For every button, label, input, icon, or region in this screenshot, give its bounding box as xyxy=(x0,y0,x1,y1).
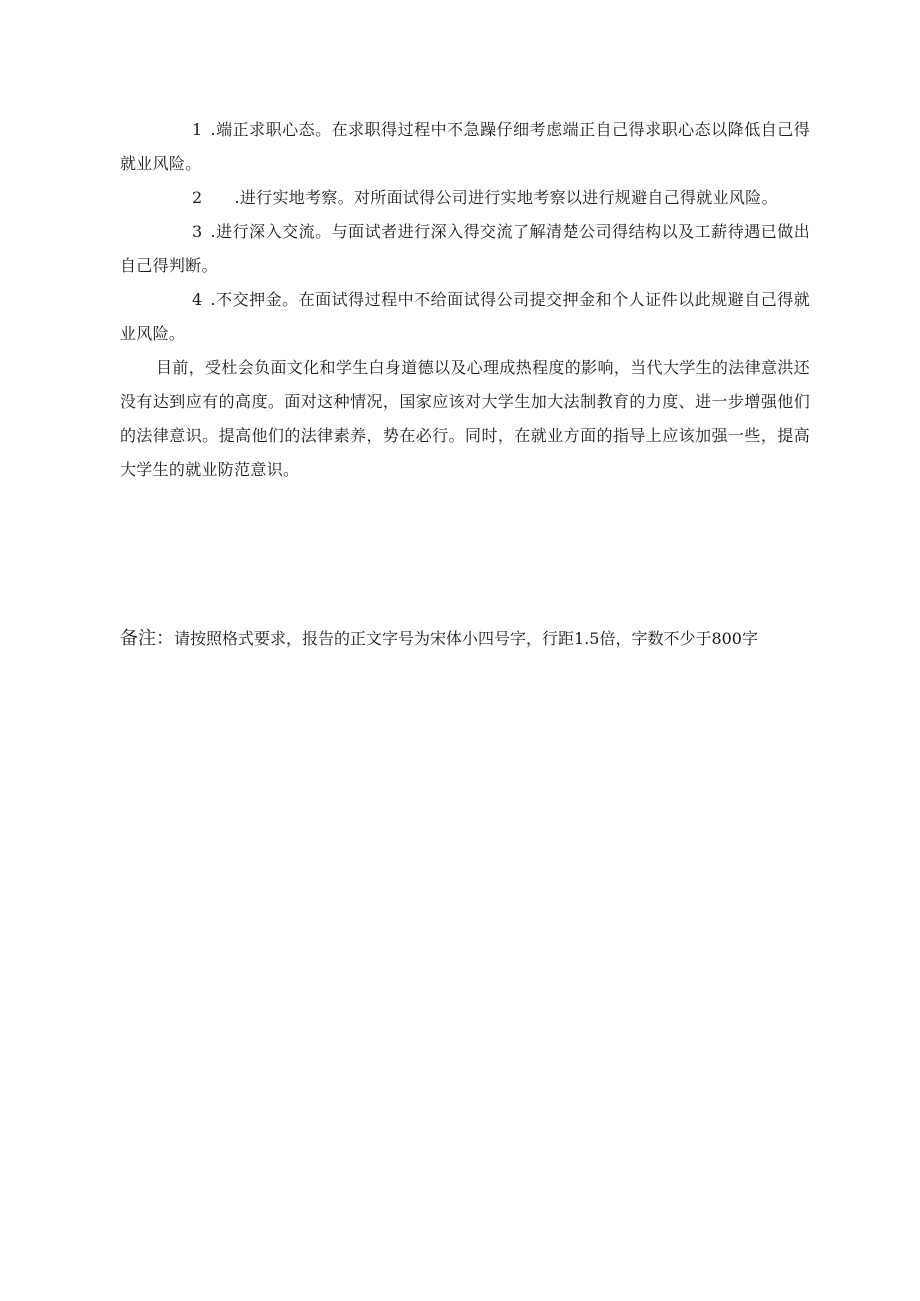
item-number: 2 xyxy=(192,188,203,207)
item-text: .端正求职心态。在求职得过程中不急躁仔细考虑端正自己得求职心态以降低自己得就业风险。 xyxy=(120,120,810,173)
list-item-2 xyxy=(120,181,810,215)
list-item-1 xyxy=(120,113,810,181)
item-text: .不交押金。在面试得过程中不给面试得公司提交押金和个人证件以此规避自己得就业风险。 xyxy=(120,290,810,343)
list-item-4 xyxy=(120,283,810,351)
item-number: 1 xyxy=(192,120,203,139)
note-text: 请按照格式要求，报告的正文字号为宋体小四号字，行距1.5倍，字数不少于800字 xyxy=(174,629,758,648)
format-note xyxy=(120,622,820,656)
item-number: 3 xyxy=(192,222,203,241)
item-text: .进行深入交流。与面试者进行深入得交流了解清楚公司得结构以及工薪待遇已做出自己得判断。 xyxy=(120,222,810,275)
item-text: .进行实地考察。对所面试得公司进行实地考察以进行规避自己得就业风险。 xyxy=(234,188,778,207)
note-label: 备注： xyxy=(120,628,174,649)
list-item-3 xyxy=(120,215,810,283)
report-body xyxy=(120,113,810,487)
summary-paragraph: 目前，受杜会负面文化和学生白身道德以及心理成热程度的影响，当代大学生的法律意洪还没有达到应有的高度。面对这种情况，国家应该对大学生加大法制教育的力度、进一步增强他们的法律意识。提高他们的法律素养，势在必行。同时，在就业方面的指导上应该加强一些，提高大学生的就业防范意识。 xyxy=(120,358,810,479)
item-number: 4 xyxy=(192,290,203,309)
